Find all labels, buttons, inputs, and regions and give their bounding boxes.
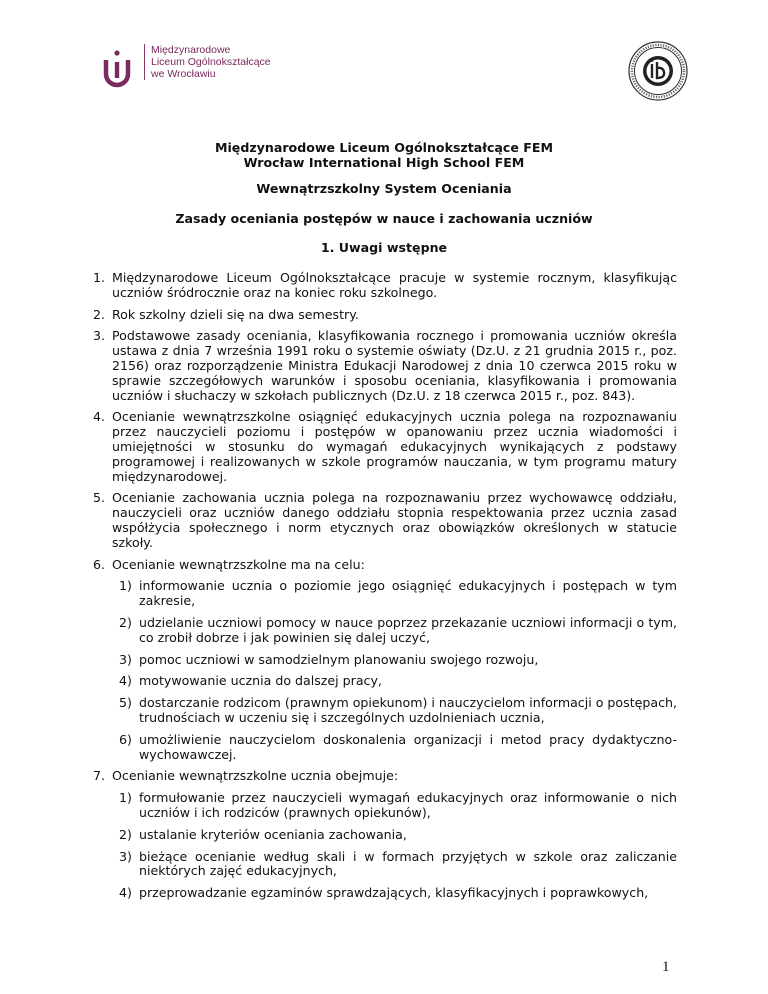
subitem-number: 2) <box>119 614 132 630</box>
subitem-number: 3) <box>119 848 132 864</box>
document-title-line1: Międzynarodowe Liceum Ogólnokształcące FEM <box>214 140 554 155</box>
logo-text <box>144 44 271 80</box>
subitem-text: bieżące ocenianie według skali i w formach przyjętych w szkole oraz zaliczanie niektórych zajęć edukacyjnych, <box>139 848 677 879</box>
subitem-number: 5) <box>119 695 132 711</box>
section-heading: 1. Uwagi wstępne <box>320 240 448 255</box>
sublist-item <box>119 850 677 880</box>
subitem-text: dostarczanie rodzicom (prawnym opiekunom) i nauczycielom informacji o postępach, trudnościach w uczeniu się i szczególnych uzdolnieniach ucznia, <box>139 695 678 725</box>
list-item <box>93 271 677 301</box>
sublist <box>119 791 677 901</box>
item-number: 7. <box>93 768 106 784</box>
item-number: 1. <box>93 270 106 285</box>
subitem-text: formułowanie przez nauczycieli wymagań edukacyjnych oraz informowanie o nich uczniów i ich rodziców (prawnych opiekunów), <box>139 790 677 820</box>
item-number: 4. <box>93 409 106 425</box>
sublist-item <box>119 696 677 726</box>
subitem-number: 2) <box>119 826 132 842</box>
subitem-text: motywowanie ucznia do dalszej pracy, <box>139 673 382 689</box>
list-item <box>93 491 677 550</box>
item-text: Ocenianie wewnątrzszkolne ucznia obejmuje: <box>112 768 399 784</box>
item-text: Podstawowe zasady oceniania, klasyfikowania rocznego i promowania uczniów określa ustawa z dnia 7 września 1991 roku o systemie oświaty (Dz.U. z 21 grudnia 2015 r., poz. 2156) oraz rozporządzenie Ministra Edukacji Narodowej z dnia 10 czerwca 2015 roku w sprawie szczegółowych warunków i sposobu oceniania, klasyfikowania i promowania uczniów i słuchaczy w szkołach publicznych (Dz.U. z 18 czerwca 2015 r., poz. 843). <box>112 328 677 403</box>
subitem-text: ustalanie kryteriów oceniania zachowania, <box>139 826 407 842</box>
item-number: 2. <box>93 306 106 322</box>
subitem-text: pomoc uczniowi w samodzielnym planowaniu swojego rozwoju, <box>139 651 539 667</box>
logo-line: Międzynarodowe <box>151 44 231 56</box>
school-logo <box>96 44 271 88</box>
item-text: Rok szkolny dzieli się na dwa semestry. <box>112 306 359 322</box>
logo-mark-icon <box>96 44 138 88</box>
item-text: Międzynarodowe Liceum Ogólnokształcące pracuje w systemie rocznym, klasyfikując uczniów śródrocznie oraz na koniec roku szkolnego. <box>112 270 677 300</box>
subitem-number: 4) <box>119 673 132 689</box>
item-number: 5. <box>93 490 106 506</box>
document-subtitle: Zasady oceniania postępów w nauce i zachowania uczniów <box>175 211 593 226</box>
item-text: Ocenianie wewnątrzszkolne ma na celu: <box>112 556 365 572</box>
sublist-item <box>119 674 677 689</box>
list-item <box>93 410 677 484</box>
subitem-text: umożliwienie nauczycielom doskonalenia organizacji i metod pracy dydaktyczno-wychowawczej. <box>139 731 677 762</box>
subitem-number: 1) <box>119 790 132 806</box>
sublist-item <box>119 791 677 821</box>
sublist-item <box>119 733 677 763</box>
list-item <box>93 329 677 403</box>
list-item <box>93 308 677 323</box>
subitem-number: 1) <box>119 578 132 594</box>
document-title-line2: Wrocław International High School FEM <box>243 155 525 170</box>
subitem-text: informowanie ucznia o poziomie jego osiągnięć edukacyjnych i postępach w tym zakresie, <box>139 578 677 609</box>
sublist <box>119 579 677 762</box>
page-number: 1 <box>662 959 670 975</box>
subitem-text: przeprowadzanie egzaminów sprawdzających, klasyfikacyjnych i poprawkowych, <box>139 885 649 901</box>
sublist-item <box>119 653 677 668</box>
sublist-item <box>119 616 677 646</box>
subitem-number: 6) <box>119 731 132 747</box>
item-text: Ocenianie zachowania ucznia polega na rozpoznawaniu przez wychowawcę oddziału, nauczycieli oraz uczniów danego oddziału stopnia respektowania przez ucznia zasad współżycia społecznego i norm etycznych oraz obowiązków określonych w statucie szkoły. <box>112 490 677 550</box>
sublist-item <box>119 579 677 609</box>
sublist-item <box>119 828 677 843</box>
list-item <box>93 558 677 763</box>
item-text: Ocenianie wewnątrzszkolne osiągnięć edukacyjnych ucznia polega na rozpoznawaniu przez nauczycieli poziomu i postępów w opanowaniu przez ucznia wiadomości i umiejętności w stosunku do wymagań edukacyjnych wynikających z podstawy programowej i realizowanych w szkole programów nauczania, w tym programu matury międzynarodowej. <box>112 409 677 484</box>
logo-line: Liceum Ogólnokształcące <box>151 56 271 68</box>
subitem-text: udzielanie uczniowi pomocy w nauce poprzez przekazanie uczniowi informacji o tym, co zrobił dobrze i jak powinien się dalej uczyć, <box>139 614 677 645</box>
list-item <box>93 769 677 901</box>
subitem-number: 3) <box>119 651 132 667</box>
item-number: 6. <box>93 556 106 572</box>
item-number: 3. <box>93 328 106 344</box>
document-body <box>93 271 677 908</box>
system-title: Wewnątrzszkolny System Oceniania <box>256 181 512 196</box>
sublist-item <box>119 886 677 901</box>
logo-line: we Wrocławiu <box>151 68 216 80</box>
ib-world-school-seal-icon <box>627 40 689 102</box>
subitem-number: 4) <box>119 885 132 901</box>
